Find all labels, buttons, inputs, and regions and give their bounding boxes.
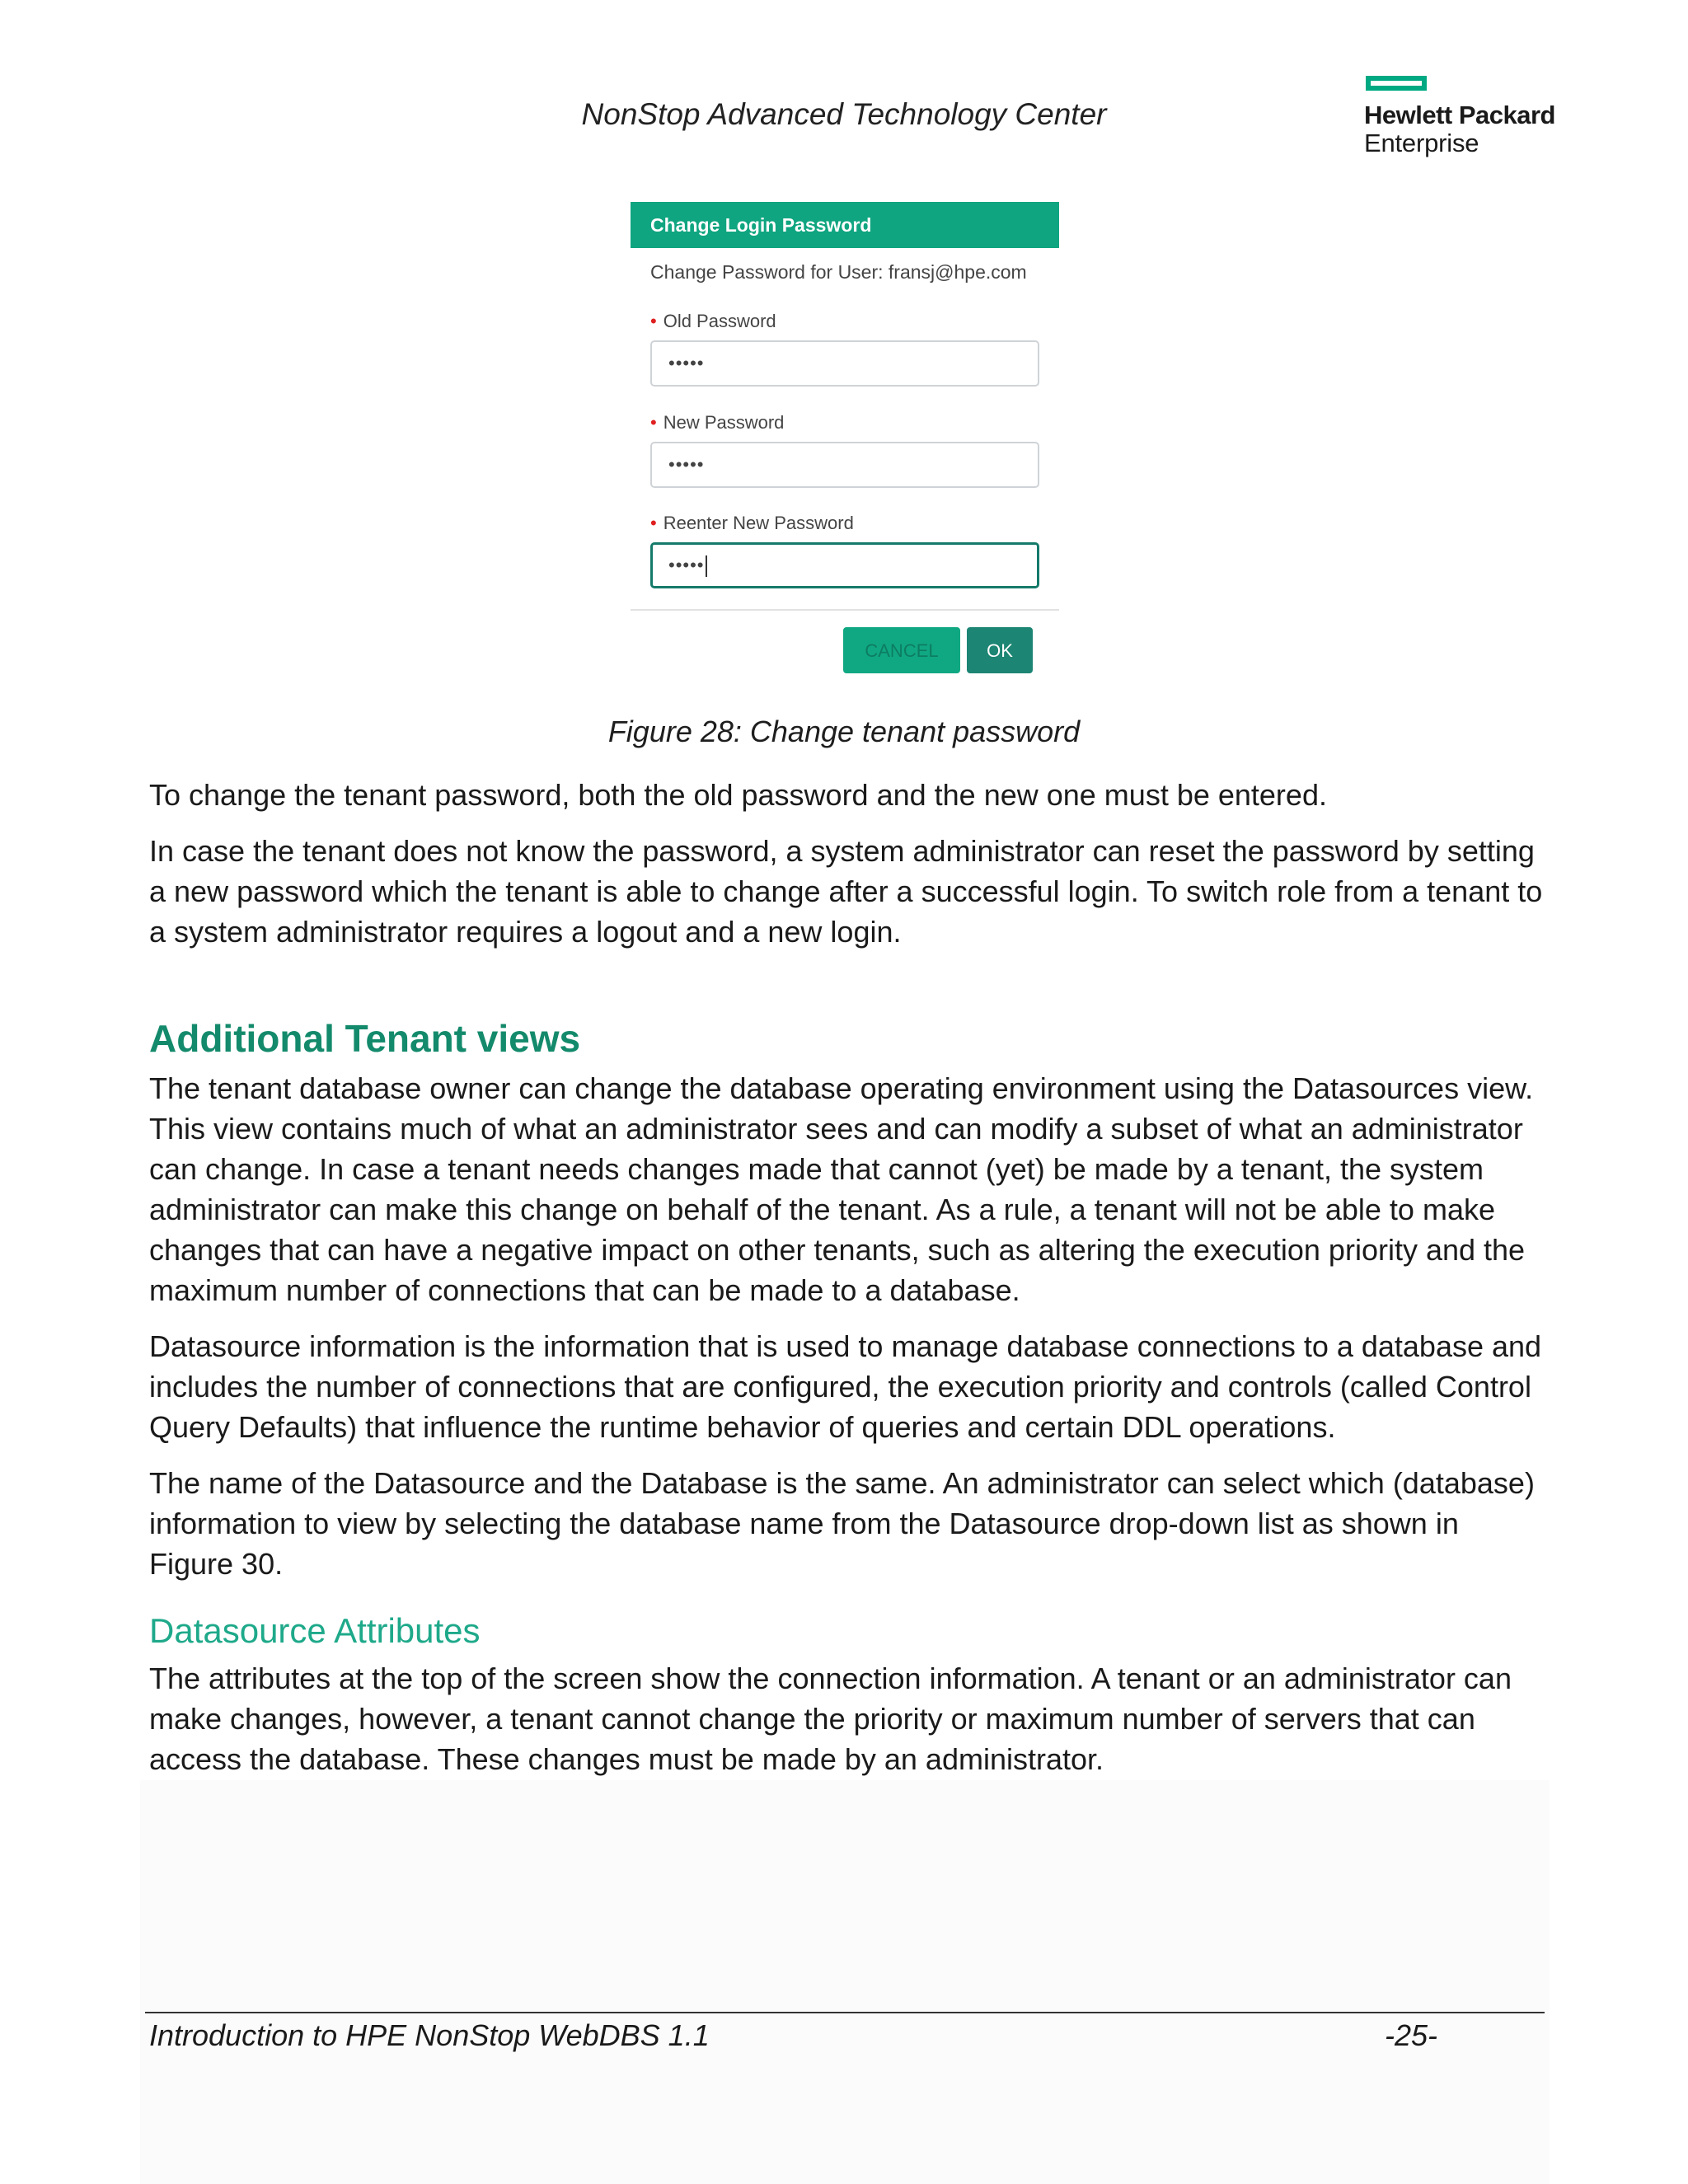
new-password-input[interactable] (650, 442, 1039, 488)
hpe-logo-mark-icon (1366, 76, 1427, 91)
hpe-logo (1364, 76, 1562, 158)
subheading-datasource-attributes: Datasource Attributes (149, 1611, 481, 1650)
cancel-button[interactable]: CANCEL (843, 627, 960, 673)
old-password-input[interactable] (650, 340, 1039, 387)
text-caret (706, 555, 707, 577)
logo-company-suffix: Enterprise (1364, 129, 1479, 157)
footer-divider (145, 2012, 1545, 2013)
paragraph-datasource-information: Datasource information is the information that is used to manage database connections to a database and includes the number of connections that are configured, the execution priority and controls (called Control Query Defaults) that influence the runtime behavior of queries and certain DDL operations. (149, 1329, 1542, 1444)
footer-document-title: Introduction to HPE NonStop WebDBS 1.1 (149, 2018, 710, 2052)
paragraph-tenant-datasources: The tenant database owner can change the database operating environment using the Datasources view. This view contains much of what an administrator sees and can modify a subset of what an administrator can change. In case a tenant needs changes made that cannot (yet) be made by a tenant, the system administrator can make this change on behalf of the tenant. As a rule, a tenant will not be able to make changes that can have a negative impact on other tenants, such as altering the execution priority and the maximum number of connections that can be made to a database. (149, 1071, 1534, 1307)
reenter-password-value: ••••• (668, 555, 705, 575)
old-password-label-text: Old Password (663, 311, 776, 331)
page-header-title: NonStop Advanced Technology Center (581, 97, 1107, 131)
page-background-shade (140, 1780, 1550, 2184)
paragraph-reset-password: In case the tenant does not know the password, a system administrator can reset the password by setting a new password which the tenant is able to change after a successful login. To switch role from a tenant to a system administrator requires a logout and a new login. (149, 834, 1543, 949)
required-marker-icon: • (650, 412, 657, 433)
required-marker-icon: • (650, 513, 657, 533)
old-password-label (650, 311, 776, 332)
paragraph-datasource-attributes: The attributes at the top of the screen show the connection information. A tenant or an administrator can make changes, however, a tenant cannot change the priority or maximum number of servers that can access the database. These changes must be made by an administrator. (149, 1661, 1512, 1776)
old-password-value: ••••• (668, 353, 705, 373)
dialog-divider (631, 609, 1059, 611)
logo-company-name: Hewlett Packard (1364, 101, 1555, 129)
section-heading-additional-tenant-views: Additional Tenant views (149, 1017, 581, 1060)
reenter-password-input[interactable] (650, 542, 1039, 588)
required-marker-icon: • (650, 311, 657, 331)
footer-page-number: -25- (1385, 2018, 1438, 2052)
change-password-dialog (631, 202, 1059, 680)
dialog-subtitle: Change Password for User: fransj@hpe.com (650, 261, 1027, 283)
reenter-password-label (650, 513, 854, 534)
paragraph-datasource-name: The name of the Datasource and the Database is the same. An administrator can select which (database) information to view by selecting the database name from the Datasource drop-down list as shown in Figure 30. (149, 1466, 1535, 1581)
paragraph-change-password: To change the tenant password, both the old password and the new one must be entered. (149, 778, 1327, 812)
new-password-value: ••••• (668, 454, 705, 475)
reenter-password-label-text: Reenter New Password (663, 513, 854, 533)
new-password-label-text: New Password (663, 412, 785, 433)
new-password-label (650, 412, 784, 434)
figure-caption: Figure 28: Change tenant password (607, 715, 1081, 748)
ok-button[interactable]: OK (967, 627, 1033, 673)
dialog-title: Change Login Password (631, 202, 1059, 248)
